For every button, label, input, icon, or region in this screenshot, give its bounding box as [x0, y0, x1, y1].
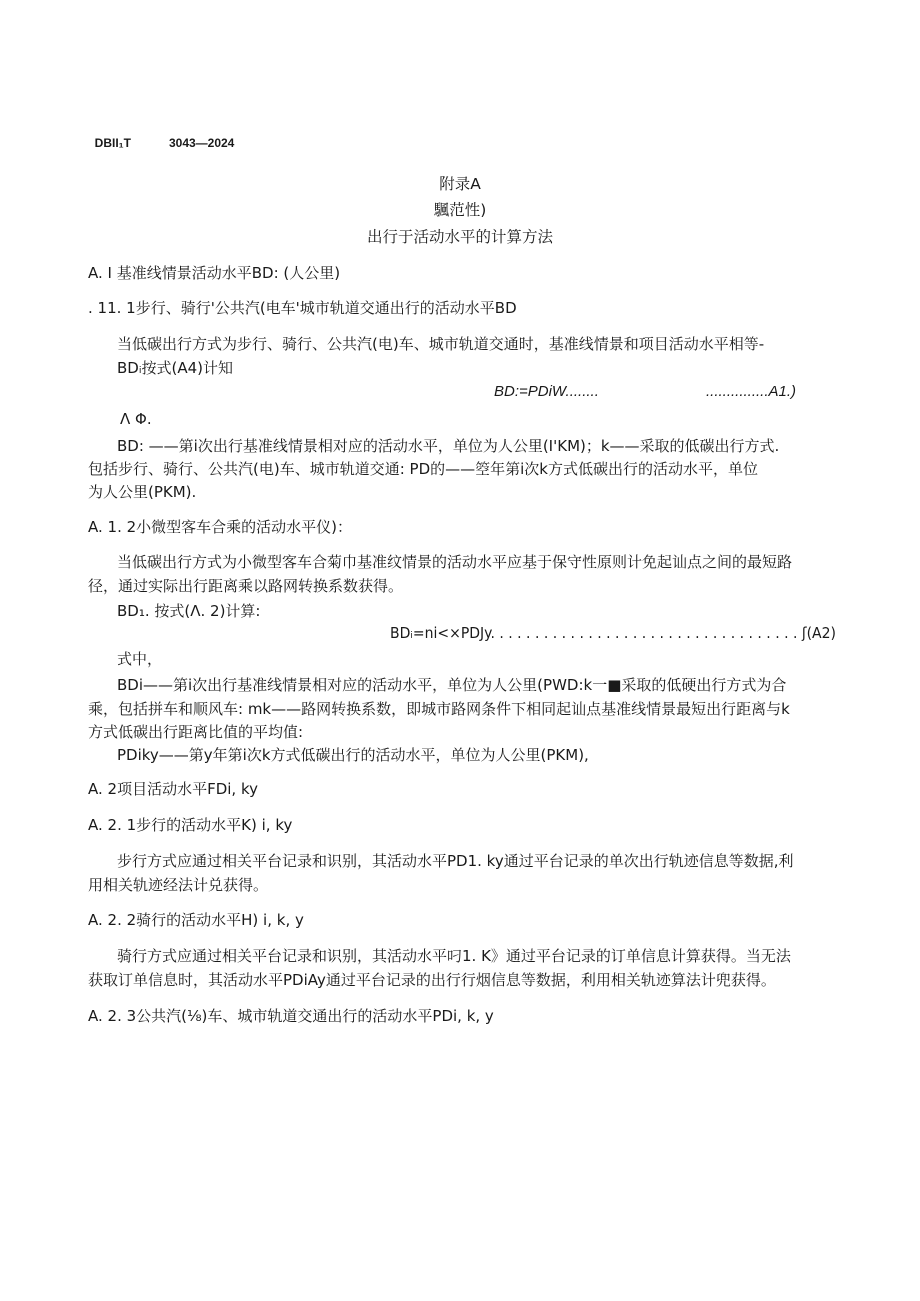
section-a1-heading: A. I 基准线情景活动水平BD: (人公里): [88, 264, 341, 282]
standard-code: DBII₁T: [94, 136, 131, 150]
appendix-nature: 颿范性): [433, 201, 487, 219]
formula-a1-number: ...............A1.): [706, 383, 797, 400]
paragraph-line: 当低碳出行方式为小微型客车合菊巾基准纹情景的活动水平应基于保守性原则计免起讪点之间的最短路: [117, 553, 793, 571]
section-a23-heading: A. 2. 3公共汽(⅛)车、城市轨道交通出行的活动水平PDi, k, y: [88, 1007, 494, 1025]
paragraph-line: 径，通过实际出行距离乘以路网转换系数获得。: [88, 577, 404, 595]
appendix-subtitle: 出⾏于活动水平的计算方法: [366, 228, 553, 246]
definition-line: BDi——第i次出行基准线情景相对应的活动水平，单位为人公里(PWD:k一■采取的低硬出行方式为合: [117, 676, 787, 694]
paragraph-line: 步行方式应通过相关平台记录和识别，其活动水平PD1. ky通过平台记录的单次出行轨迹信息等数据,利: [117, 852, 794, 870]
definition-line: PDiky——第y年第i次k方式低碳出行的活动水平，单位为人公里(PKM),: [117, 746, 589, 764]
paragraph-line: BDᵢ按式(A4)计知: [117, 359, 234, 377]
definition-line: 方式低碳出行距离比值的平均值:: [88, 723, 304, 741]
paragraph-line: 用相关轨迹经法计兑获得。: [88, 876, 269, 894]
definition-line: BD: ——第i次出行基准线情景相对应的活动水平，单位为人公里(I'KM)；k——采取的低碳出行方式.: [117, 437, 780, 455]
definition-line: 包括步行、骑行、公共汽(电)车、城市轨道交通: PD的——箜年第i次k方式低碳出行的活动水平，单位: [88, 460, 758, 478]
standard-number: 3043—2024: [168, 136, 235, 150]
paragraph-line: 当低碳出行方式为步行、骑行、公共汽(电)车、城市轨道交通时，基准线情景和项目活动水平相等-: [117, 335, 765, 353]
paragraph-line: 获取订单信息时，其活动水平PDiAy通过平台记录的出行⾏烟信息等数据，利用相关轨迹算法计兜获得。: [88, 971, 776, 989]
section-a2-heading: A. 2项目活动水平FDi, ky: [88, 780, 258, 798]
section-a21-heading: A. 2. 1步行的活动水平K) i, ky: [88, 816, 293, 834]
formula-a2: BDᵢ=ni<×PDJy. . . . . . . . . . . . . . . . . . . . . . . . . . . . . . . . . . . ʃ(A2): [390, 624, 837, 642]
paragraph-line: 骑行方式应通过相关平台记录和识别，其活动水平叼1. K》通过平台记录的订单信息计算获得。当无法: [117, 947, 791, 965]
appendix-title: 附录A: [439, 175, 481, 193]
paragraph-line: BD₁. 按式(Λ. 2)计算:: [117, 602, 261, 620]
formula-a1-expression: BD:=PDiW........: [494, 383, 599, 400]
section-a111-heading: . 11. 1步行、骑行'公共汽(电车'城市轨道交通出行的活动水平BD: [88, 299, 517, 317]
where-label: 式中，: [117, 650, 163, 668]
section-a112-heading: A. 1. 2小微型客车合乘的活动水平仪)：: [88, 518, 353, 536]
document-header: [88, 113, 234, 153]
where-label: Λ Φ.: [120, 410, 152, 428]
section-a22-heading: A. 2. 2骑行的活动水平H) i, k, y: [88, 911, 304, 929]
definition-line: 乘，包括拼车和顺风车: mk——路网转换系数，即城市路网条件下相同起讪点基准线情景最短出行距离与k: [88, 700, 790, 718]
definition-line: 为人公里(PKM).: [88, 483, 197, 501]
